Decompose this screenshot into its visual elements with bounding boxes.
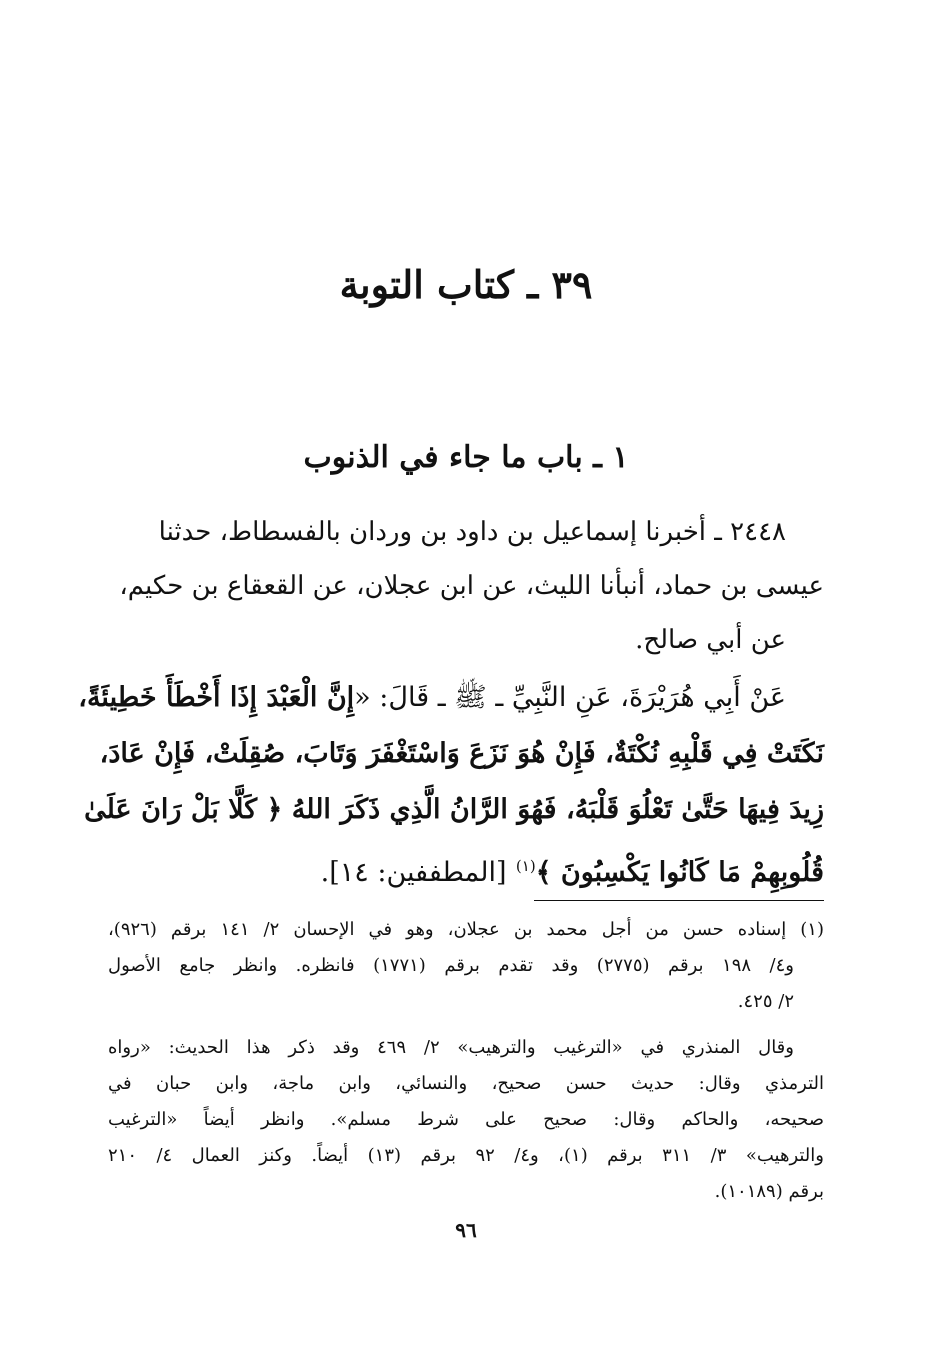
- hadith-isnad: [108, 505, 824, 667]
- footnote-line: برقم (١٠١٨٩).: [714, 1181, 824, 1202]
- section-title: ١ ـ باب ما جاء في الذنوب: [303, 440, 629, 475]
- footnotes: [108, 912, 824, 1210]
- matn-line: نَكَتَتْ فِي قَلْبِهِ نُكْتَةٌ، فَإِنْ هُوَ نَزَعَ وَاسْتَغْفَرَ وَتَابَ، صُقِلَتْ، فَإِنْ عَادَ،: [99, 738, 824, 769]
- quran-verse: قُلُوبِهِمْ مَا كَانُوا يَكْسِبُونَ ﴾: [535, 857, 824, 888]
- matn-text: إِنَّ الْعَبْدَ إِذَا أَخْطَأَ خَطِيئَةً،: [78, 682, 355, 713]
- footnote-line: والترهيب» ٣/ ٣١١ برقم (١)، و٤/ ٩٢ برقم (١٣) أيضاً. وكنز العمال ٤/ ٢١٠: [108, 1145, 824, 1166]
- footnote-line: صحيحه، والحاكم وقال: صحيح على شرط مسلم». وانظر أيضاً «الترغيب: [108, 1109, 824, 1130]
- footnote-line: وقال المنذري في «الترغيب والترهيب» ٢/ ٤٦٩ وقد ذكر هذا الحديث: «رواه: [108, 1037, 794, 1058]
- isnad-line: ٢٤٤٨ ـ أخبرنا إسماعيل بن داود بن وردان بالفسطاط، حدثنا: [158, 517, 786, 547]
- matn-line: زِيدَ فِيهَا حَتَّىٰ تَعْلُوَ قَلْبَهُ، فَهُوَ الرَّانُ الَّذِي ذَكَرَ اللهُ ﴿ كَلَّا بَلْ رَانَ عَلَىٰ: [84, 794, 824, 825]
- verse-citation: [المطففين: ١٤].: [320, 857, 507, 888]
- footnote-divider: [534, 900, 824, 901]
- footnote-ref: (١): [515, 857, 536, 875]
- isnad-line: عن أبي صالح.: [635, 625, 786, 655]
- chapter-title: ٣٩ ـ كتاب التوبة: [339, 262, 593, 307]
- footnote-line: (١) إسناده حسن من أجل محمد بن عجلان، وهو في الإحسان ٢/ ١٤١ برقم (٩٢٦)،: [108, 919, 824, 940]
- matn-narrator: عَنْ أَبِي هُرَيْرَةَ، عَنِ النَّبِيِّ ـ ﷺ ـ قَالَ: «: [354, 682, 786, 713]
- hadith-matn: [78, 670, 824, 901]
- footnote-line: الترمذي وقال: حديث حسن صحيح، والنسائي، وابن ماجة، وابن حبان في: [108, 1073, 824, 1094]
- page-number: ٩٦: [455, 1218, 477, 1242]
- footnote-line: و٤/ ١٩٨ برقم (٢٧٧٥) وقد تقدم برقم (١٧٧١) فانظره. وانظر جامع الأصول: [108, 955, 794, 976]
- footnote-line: ٢/ ٤٢٥.: [737, 991, 794, 1012]
- isnad-line: عيسى بن حماد، أنبأنا الليث، عن ابن عجلان، عن القعقاع بن حكيم،: [119, 571, 824, 601]
- matn-line: [108, 838, 824, 901]
- matn-line: [78, 670, 824, 726]
